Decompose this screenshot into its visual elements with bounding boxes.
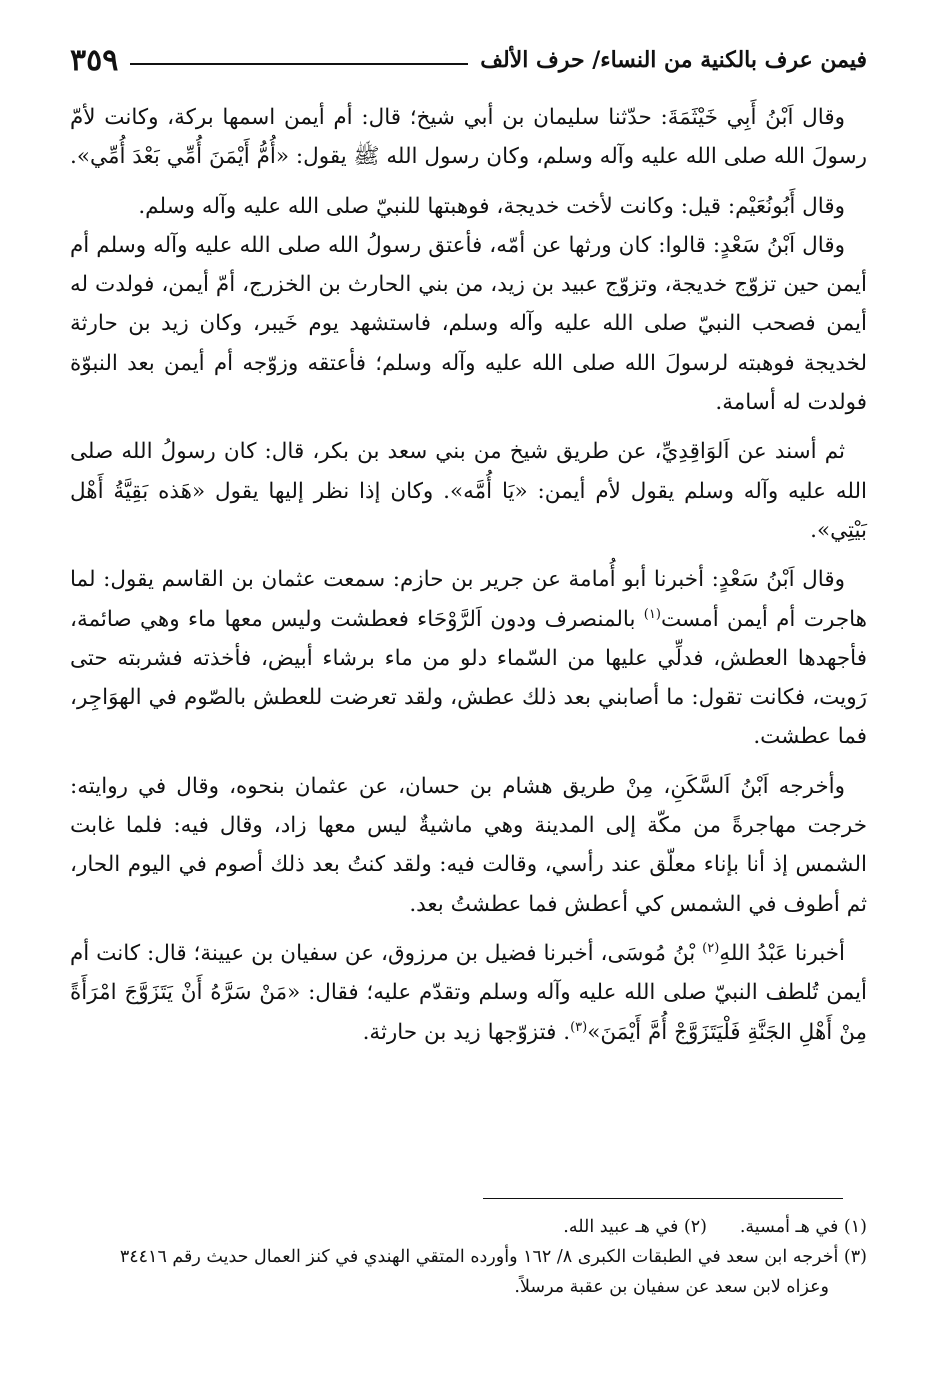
- page-number: ٣٥٩: [70, 42, 119, 78]
- paragraph: ثم أسند عن اَلوَاقِدِيِّ، عن طريق شيخ من بني سعد بن بكر، قال: كان رسولُ الله صلى الله عليه وآله وسلم يقول لأم أيمن: «يَا أُمَّه». وكان إذا نظر إليها يقول «هَذه بَقِيَّةُ أَهْل بَيْتِي».: [70, 439, 867, 543]
- paragraph: وأخرجه اَبْنُ اَلسَّكَنِ، مِنْ طريق هشام بن حسان، عن عثمان بنحوه، وقال في روايته: خرجت مهاجرةً من مكّة إلى المدينة وهي ماشيةٌ ليس معها زاد، وقال فيه: فلما غابت الشمس إذ أنا بإناء معلّق عند رأسي، وقالت فيه: ولقد كنتُ بعد ذلك أصوم في اليوم الحار، ثم أطوف في الشمس كي أعطش فما عطشتُ بعد.: [70, 773, 867, 917]
- footnote-3: (٣) أخرجه ابن سعد في الطبقات الكبرى ٨/ ١٦٢ وأورده المتقي الهندي في كنز العمال حديث رقم ٣٤٤١٦ وعزاه لابن سعد عن سفيان بن عقبة مرسلاً.: [119, 1247, 867, 1297]
- footnote-ref[interactable]: (٢): [702, 940, 720, 956]
- paragraph: وقال اَبْنُ سَعْدٍ: أخبرنا أبو أُمامة عن جرير بن حازم: سمعت عثمان بن القاسم يقول: لما هاجرت أم أيمن أمست$^{(١)}$ بالمنصرف ودون اَلرَّوْحَاء فعطشت وليس معها ماء وهي صائمة، فأجهدها العطش، فدلِّي عليها من السّماء دلو من ماء برشاء أبيض، فأخذته فشربته حتى رَويت، فكانت تقول: ما أصابني بعد ذلك عطش، ولقد تعرضت للعطش بالصّوم في الهوَاجِر، فما عطشت.: [70, 567, 867, 750]
- paragraph: وقال اَبْنُ أَبِي خَيْثَمَةَ: حدّثنا سليمان بن أبي شيخ؛ قال: أم أيمن اسمها بركة، وكانت لأمّ رسولَ الله صلى الله عليه وآله وسلم، وكان رسول الله ﷺ يقول: «أُمُّ أَيْمَنَ أُمِّي بَعْدَ أُمِّي».: [70, 105, 867, 170]
- footnote-2: (٢) في هـ عبيد الله.: [563, 1217, 707, 1237]
- paragraph: أخبرنا عَبْدُ اللهِ$^{(٢)}$ بْنُ مُوسَى، أخبرنا فضيل بن مرزوق، عن سفيان بن عيينة؛ قال: كانت أم أيمن تُلطف النبيّ صلى الله عليه وآله وسلم وتقدّم عليه؛ فقال: «مَنْ سَرَّهُ أَنْ يَتَزَوَّجَ امْرَأَةً مِنْ أَهْلِ الجَنَّةِ فَلْيَتَزَوَّجْ أُمَّ أَيْمَنَ»$^{(٣)}$. فتزوّجها زيد بن حارثة.: [70, 940, 867, 1045]
- footnote-separator: [483, 1198, 843, 1199]
- paragraph: وقال أَبُونُعَيْم: قيل: وكانت لأخت خديجة، فوهبتها للنبيّ صلى الله عليه وآله وسلم.: [138, 193, 845, 219]
- running-header: [70, 40, 867, 80]
- footnote-1: (١) في هـ أمسية.: [739, 1217, 867, 1237]
- header-title: فيمن عرف بالكنية من النساء/ حرف الألف: [480, 47, 867, 73]
- footnote-row: [70, 1212, 867, 1242]
- paragraph: وقال اَبْنُ سَعْدٍ: قالوا: كان ورثها عن أمّه، فأعتق رسولُ الله صلى الله عليه وآله وسلم أم أيمن حين تزوّج خديجة، وتزوّج عبيد بن زيد، من بني الحارث بن الخزرج، أمّ أيمن، فولدت له أيمن فصحب النبيّ صلى الله عليه وآله وسلم، فاستشهد يوم خَيبر، وكان زيد بن حارثة لخديجة فوهبته لرسولَ الله صلى الله عليه وآله وسلم؛ فأعتقه وزوّجه أم أيمن بعد النبوّة فولدت له أسامة.: [70, 232, 867, 416]
- footnote-ref[interactable]: (١): [643, 606, 661, 622]
- footnote-ref[interactable]: (٣): [570, 1019, 588, 1035]
- main-text: [70, 98, 867, 1062]
- header-rule: [130, 63, 468, 65]
- footnotes: [70, 1212, 867, 1302]
